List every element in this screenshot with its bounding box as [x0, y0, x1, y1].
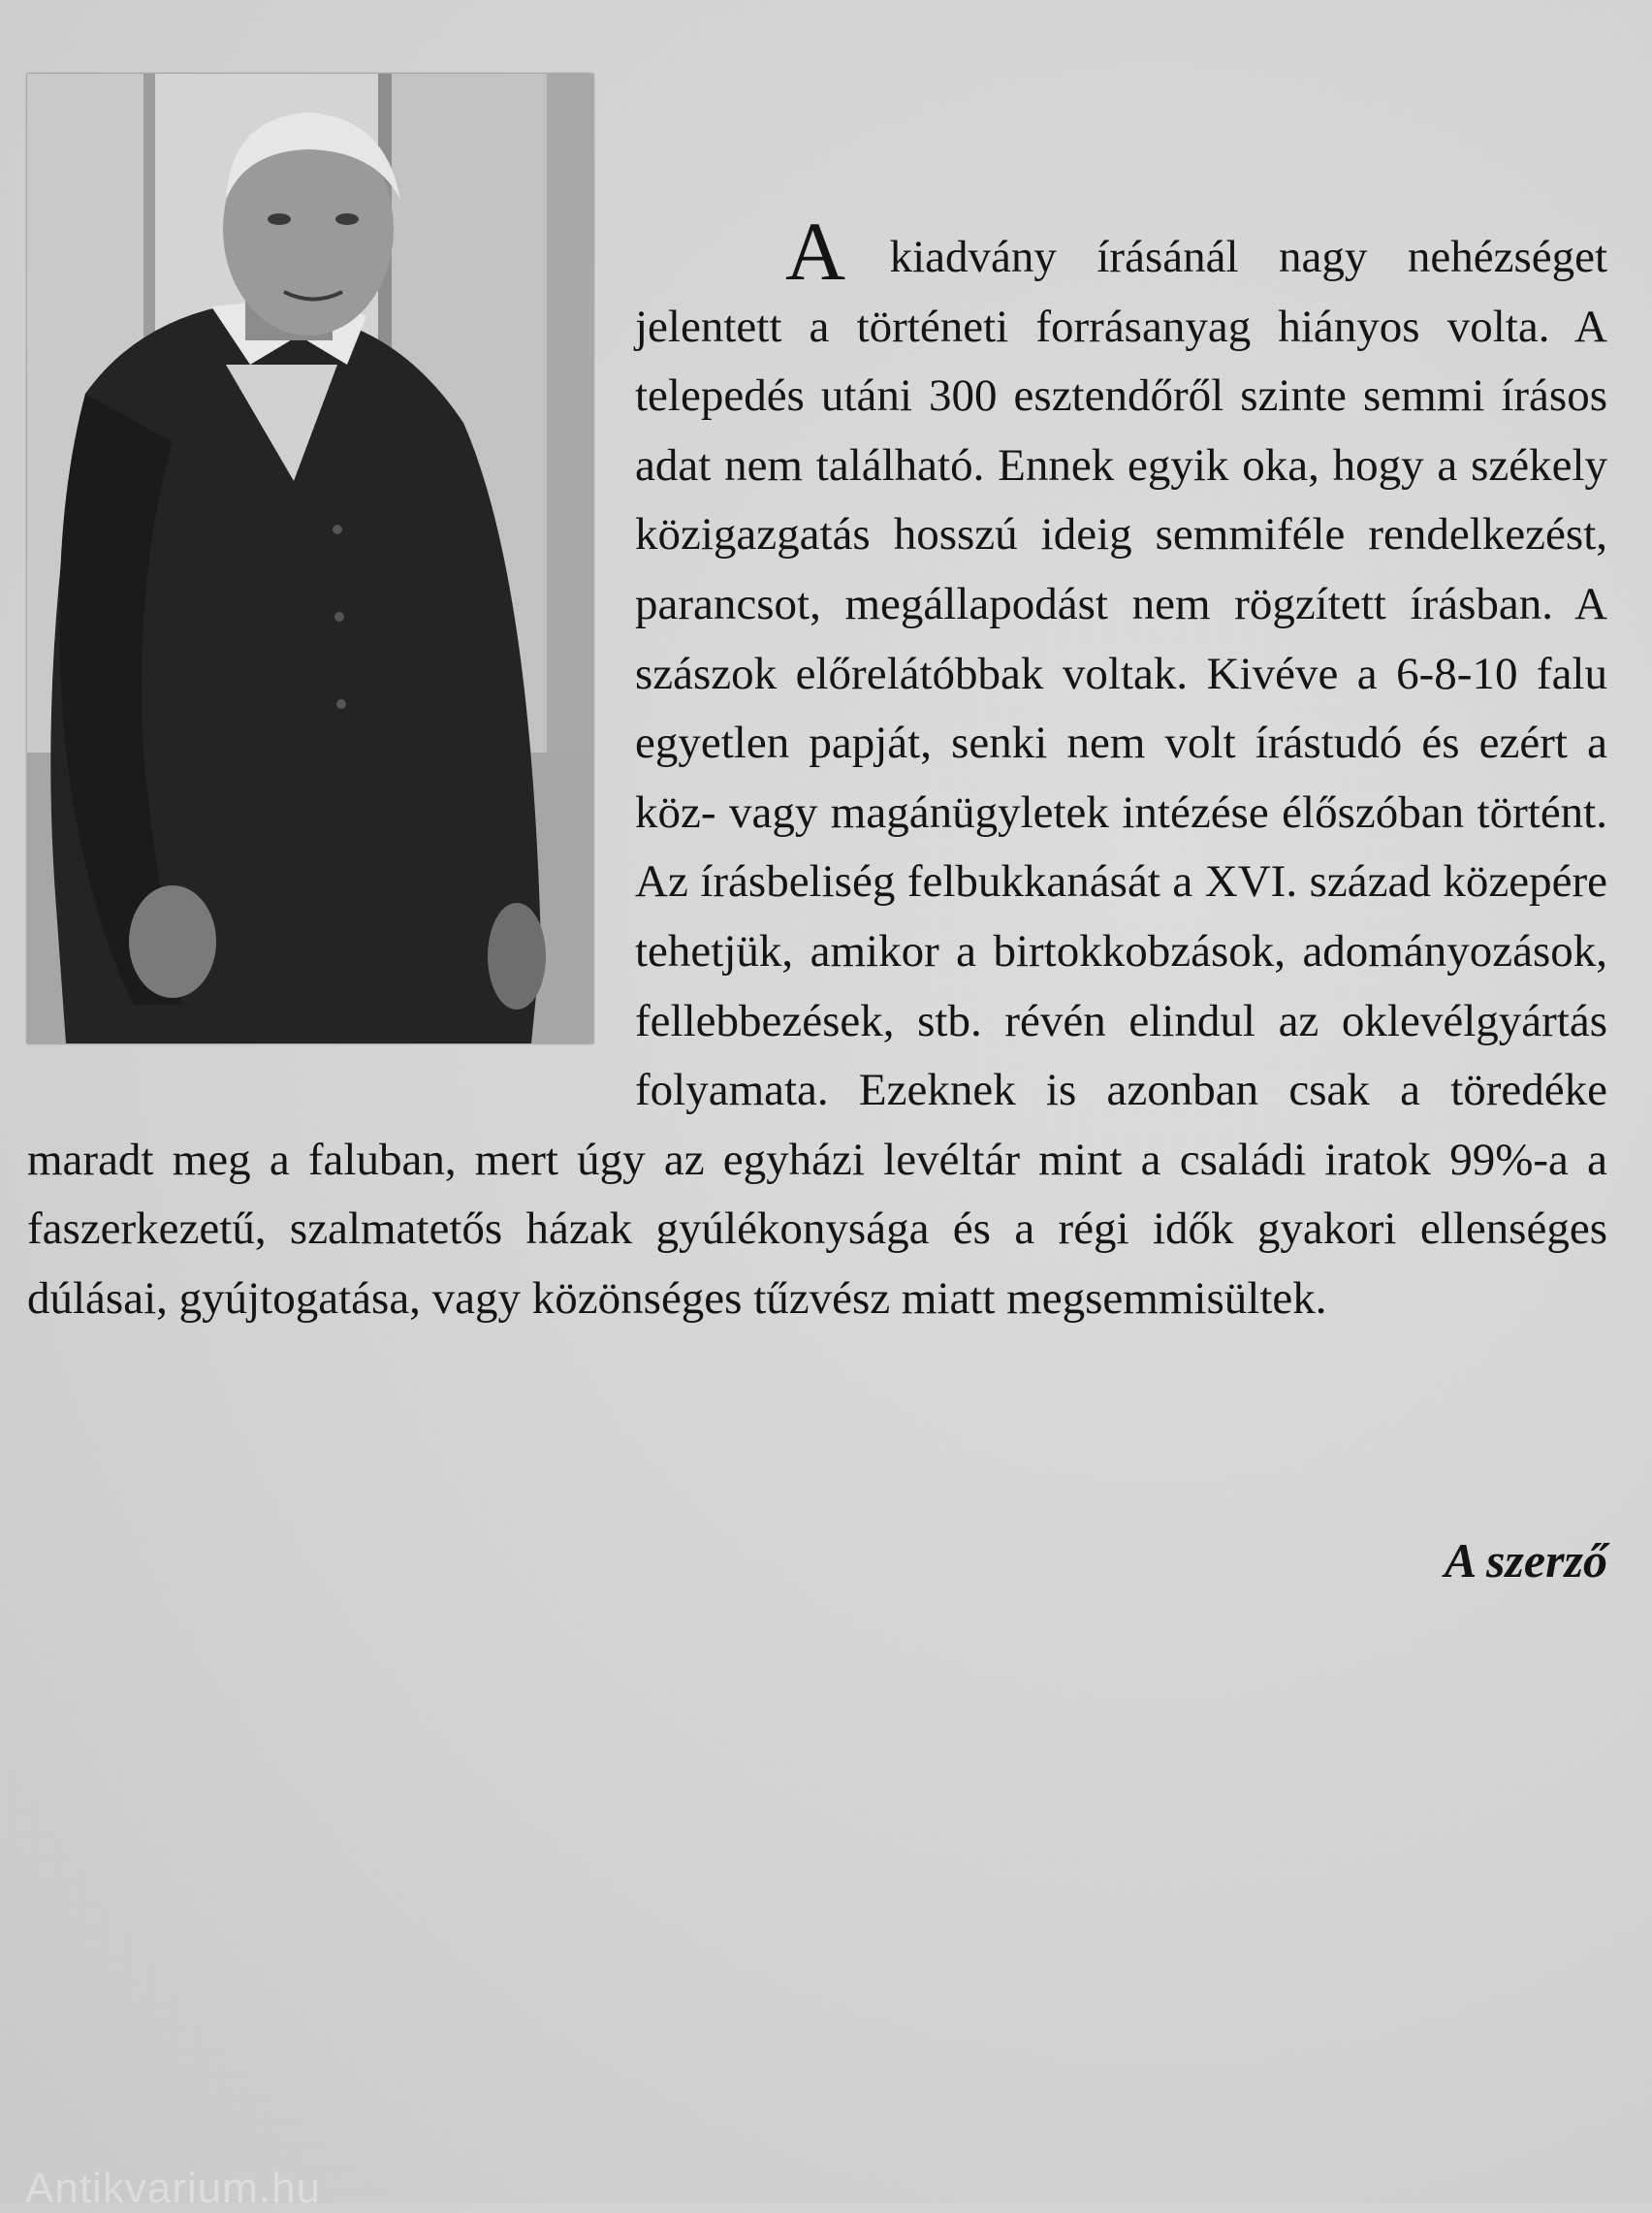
initial-letter: A	[785, 205, 846, 298]
photo-wrap-spacer	[27, 223, 635, 1057]
body-text-content: kiadvány írásánál nagy nehézséget jelentett a történeti forrásanyag hiányos volta. A telepedés utáni 300 esztendőről szinte semmi írásos adat nem található. Ennek egyik oka, hogy a székely közigazgatás hosszú ideig semmiféle rendelkezést, parancsot, megállapodást nem rögzített írásban. A szászok előrelátóbbak voltak. Kivéve a 6-8-10 falu egyetlen papját, senki nem volt írástudó és ezért a köz- vagy magánügyletek intézése élőszóban történt. Az írásbeliség felbukkanását a XVI. század közepére tehetjük, amikor a birtokkobzások, adományozások, fellebbezések, stb. révén elindul az oklevélgyártás folyamata. Ezeknek is azonban csak a töredéke maradt meg a faluban, mert úgy az egyházi levéltár mint a családi iratok 99%-a a faszerkezetű, szalmatetős házak gyúlékonysága és a régi idők gyakori ellenséges dúlásai, gyújtogatása, vagy közönséges tűzvész miatt megsemmisültek.	[27, 232, 1608, 1324]
author-signature: A szerző	[1444, 1533, 1607, 1588]
main-paragraph	[27, 205, 1608, 1334]
watermark: Antikvarium.hu	[25, 2165, 322, 2212]
